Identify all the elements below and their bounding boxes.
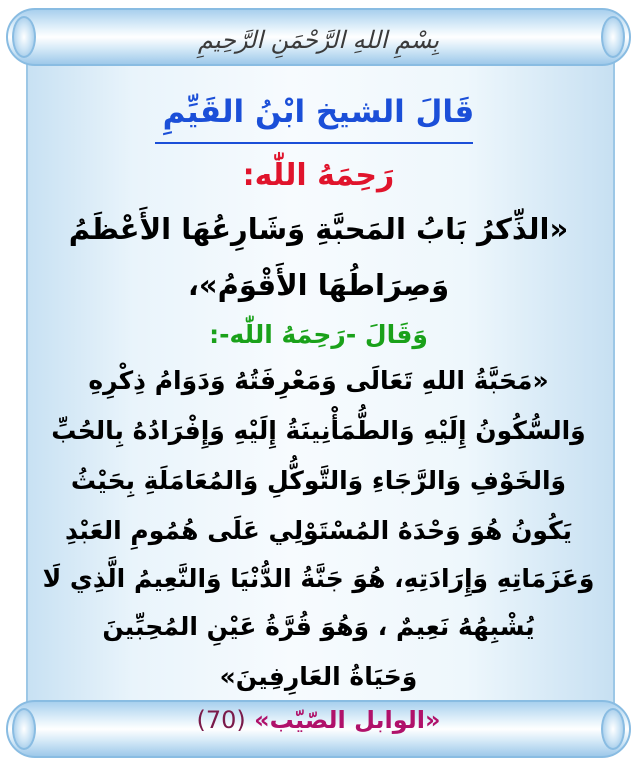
subtitle: رَحِمَهُ اللّٰه: xyxy=(242,158,395,193)
scroll-roll-end-icon xyxy=(601,16,625,58)
quote2-line: «مَحَبَّةُ اللهِ تَعَالَى وَمَعْرِفَتُهُ وَدَوَامُ ذِكْرِهِ xyxy=(88,366,549,395)
page-title: قَالَ الشيخ ابْنُ القَيِّمِ xyxy=(162,94,475,130)
basmala: بِسْمِ اللهِ الرَّحْمَنِ الرَّحِيمِ xyxy=(197,26,440,54)
scroll-roll-end-icon xyxy=(601,708,625,750)
quote2-line: وَحَيَاةُ العَارِفِينَ» xyxy=(219,662,418,691)
quote2-line: يُشْبِهُهُ نَعِيمٌ ، وَهُوَ قُرَّةُ عَيْنِ المُحِبِّينَ xyxy=(102,612,535,641)
quote1-line: وَصِرَاطُهَا الأَقْوَمُ»، xyxy=(187,268,450,302)
scroll-roll-end-icon xyxy=(12,708,36,750)
quote2-line: وَالخَوْفِ وَالرَّجَاءِ وَالتَّوكُّلِ وَالمُعَامَلَةِ بِحَيْثُ xyxy=(70,466,567,495)
quote2-line: وَعَزَمَاتِهِ وَإِرَادَتِهِ، هُوَ جَنَّةُ الدُّنْيَا وَالنَّعِيمُ الَّذِي لَا xyxy=(42,564,595,593)
quote2-line: وَالسُّكُونُ إِلَيْهِ وَالطُّمَأْنِينَةُ إِلَيْهِ وَإِفْرَادُهُ بِالحُبِّ xyxy=(51,416,586,445)
title-underline xyxy=(155,142,473,144)
scroll-roll-end-icon xyxy=(12,16,36,58)
source-book: «الوابل الصّيّب» xyxy=(254,706,441,734)
source-citation xyxy=(40,706,597,734)
source-page: (70) xyxy=(196,706,246,734)
quote1-line: «الذِّكرُ بَابُ المَحبَّةِ وَشَارِعُهَا الأَعْظَمُ xyxy=(68,212,569,246)
said-label: وَقَالَ -رَحِمَهُ اللّٰه-: xyxy=(209,320,428,349)
quote2-line: يَكُونُ هُوَ وَحْدَهُ المُسْتَوْلِي عَلَى هُمُومِ العَبْدِ xyxy=(64,516,573,545)
